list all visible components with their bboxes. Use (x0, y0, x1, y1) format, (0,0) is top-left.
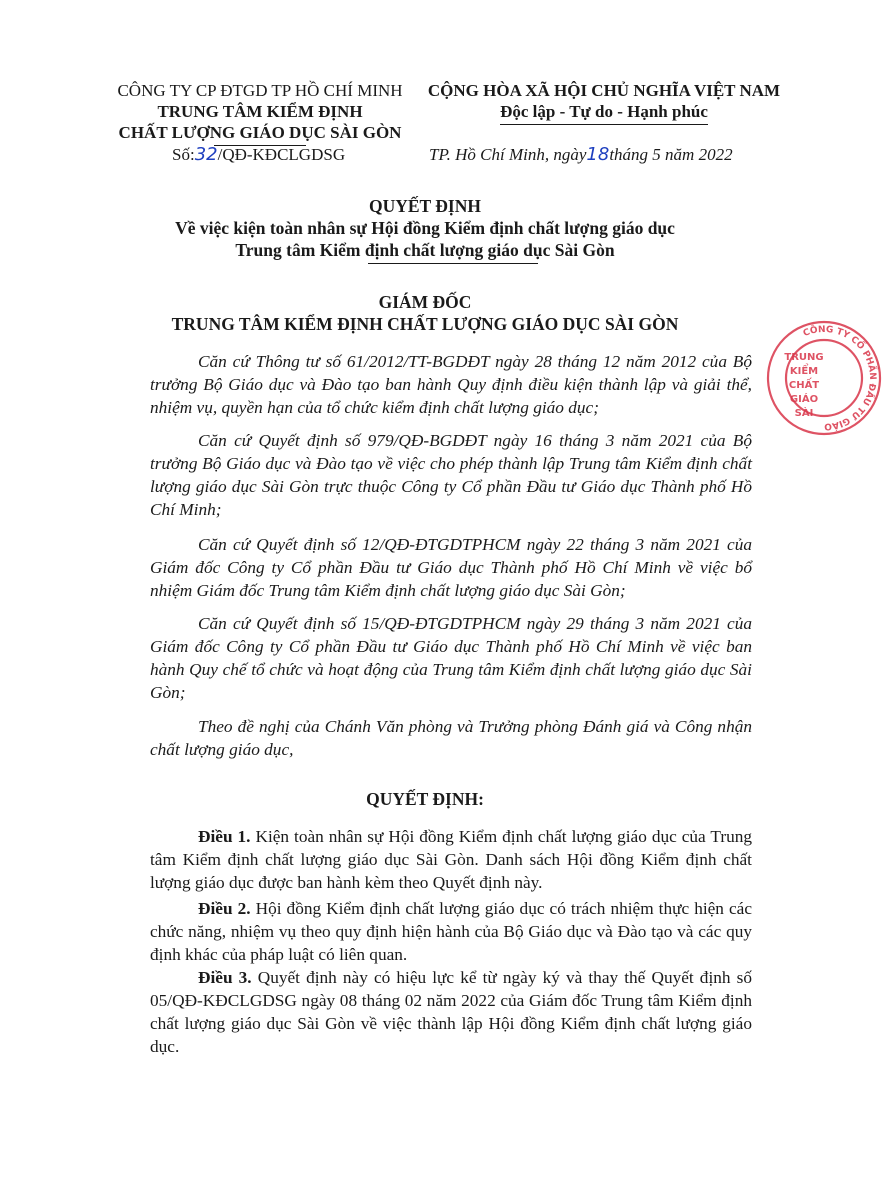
stamp-center-line1: TRUNG (784, 352, 824, 363)
number-prefix: Số: (172, 145, 195, 164)
document-title: QUYẾT ĐỊNH (369, 196, 481, 216)
article-1-label: Điều 1. (198, 827, 251, 846)
preamble-paragraph-2: Căn cứ Quyết định số 979/QĐ-BGDĐT ngày 16 tháng 3 năm 2021 của Bộ trưởng Bộ Giáo dục và Đào tạo về việc cho phép thành lập Trung tâm Kiểm định chất lượng giáo dục Sài Gòn trực thuộc Công ty Cổ phần Đầu tư Giáo dục Thành phố Hồ Chí Minh; (150, 431, 752, 519)
number-handwritten: 32 (194, 144, 218, 165)
preamble-paragraph-4: Căn cứ Quyết định số 15/QĐ-ĐTGDTPHCM ngày 29 tháng 3 năm 2021 của Giám đốc Công ty Cổ phần Đầu tư Giáo dục Thành phố Hồ Chí Minh về việc ban hành Quy chế tổ chức và hoạt động của Trung tâm Kiểm định chất lượng giáo dục Sài Gòn; (150, 614, 752, 702)
company-seal-stamp (764, 318, 884, 438)
decision-heading: QUYẾT ĐỊNH: (366, 789, 484, 809)
org-name-line1: CÔNG TY CP ĐTGD TP HỒ CHÍ MINH (117, 81, 403, 100)
stamp-center-line3: CHẤT (788, 380, 820, 391)
stamp-center-line5: SÀI (794, 408, 814, 419)
document-date (429, 143, 733, 167)
article-3 (150, 966, 752, 1058)
stamp-center-line4: GIÁO (789, 394, 819, 405)
article-2-text: Hội đồng Kiểm định chất lượng giáo dục có trách nhiệm thực hiện các chức năng, nhiệm vụ theo quy định hiện hành của Bộ Giáo dục và Đào tạo và các quy định khác của pháp luật có liên quan. (150, 899, 752, 964)
preamble-paragraph-5: Theo đề nghị của Chánh Văn phòng và Trưởng phòng Đánh giá và Công nhận chất lượng giáo dục, (150, 717, 752, 759)
document-subtitle-line2: Trung tâm Kiểm định chất lượng giáo dục Sài Gòn (235, 240, 615, 260)
preamble-paragraph-3: Căn cứ Quyết định số 12/QĐ-ĐTGDTPHCM ngày 22 tháng 3 năm 2021 của Giám đốc Công ty Cổ phần Đầu tư Giáo dục Thành phố Hồ Chí Minh về việc bổ nhiệm Giám đốc Trung tâm Kiểm định chất lượng giáo dục Sài Gòn; (150, 535, 752, 600)
article-1 (150, 825, 752, 894)
nation-name: CỘNG HÒA XÃ HỘI CHỦ NGHĨA VIỆT NAM (427, 81, 781, 100)
date-prefix: TP. Hồ Chí Minh, ngày (429, 145, 587, 164)
title-underline (368, 263, 538, 264)
nation-motto: Độc lập - Tự do - Hạnh phúc (500, 102, 708, 121)
date-suffix: tháng 5 năm 2022 (609, 145, 733, 164)
org-name-line2: TRUNG TÂM KIỂM ĐỊNH (157, 102, 363, 121)
document-number (172, 143, 345, 167)
article-3-text: Quyết định này có hiệu lực kể từ ngày ký và thay thế Quyết định số 05/QĐ-KĐCLGDSG ngày 08 tháng 02 năm 2022 của Giám đốc Trung tâm Kiểm định chất lượng giáo dục Sài Gòn về việc thành lập Hội đồng Kiểm định chất lượng giáo dục. (150, 968, 752, 1056)
stamp-center-line2: KIỂM (789, 366, 819, 377)
preamble-paragraph-1: Căn cứ Thông tư số 61/2012/TT-BGDĐT ngày 28 tháng 12 năm 2012 của Bộ trưởng Bộ Giáo dục và Đào tạo ban hành Quy định điều kiện thành lập và giải thể, nhiệm vụ, quyền hạn của tổ chức kiểm định chất lượng giáo dục; (150, 352, 752, 417)
article-2-label: Điều 2. (198, 899, 251, 918)
authority-title: GIÁM ĐỐC (378, 292, 472, 312)
number-suffix: /QĐ-KĐCLGDSG (217, 145, 346, 164)
org-name-line3: CHẤT LƯỢNG GIÁO DỤC SÀI GÒN (118, 123, 402, 142)
motto-underline (500, 124, 708, 125)
document-subtitle-line1: Về việc kiện toàn nhân sự Hội đồng Kiểm định chất lượng giáo dục (175, 218, 675, 238)
article-1-text: Kiện toàn nhân sự Hội đồng Kiểm định chất lượng giáo dục của Trung tâm Kiểm định chất lượng giáo dục Sài Gòn. Danh sách Hội đồng Kiểm định chất lượng giáo dục được ban hành kèm theo Quyết định này. (150, 827, 753, 892)
article-3-label: Điều 3. (198, 968, 252, 987)
date-day-handwritten: 18 (586, 144, 610, 165)
authority-org: TRUNG TÂM KIỂM ĐỊNH CHẤT LƯỢNG GIÁO DỤC SÀI GÒN (171, 314, 679, 334)
article-2 (150, 897, 752, 966)
stamp-ring-text: CÔNG TY CỔ PHẦN ĐẦU TƯ GIÁO (801, 324, 878, 432)
